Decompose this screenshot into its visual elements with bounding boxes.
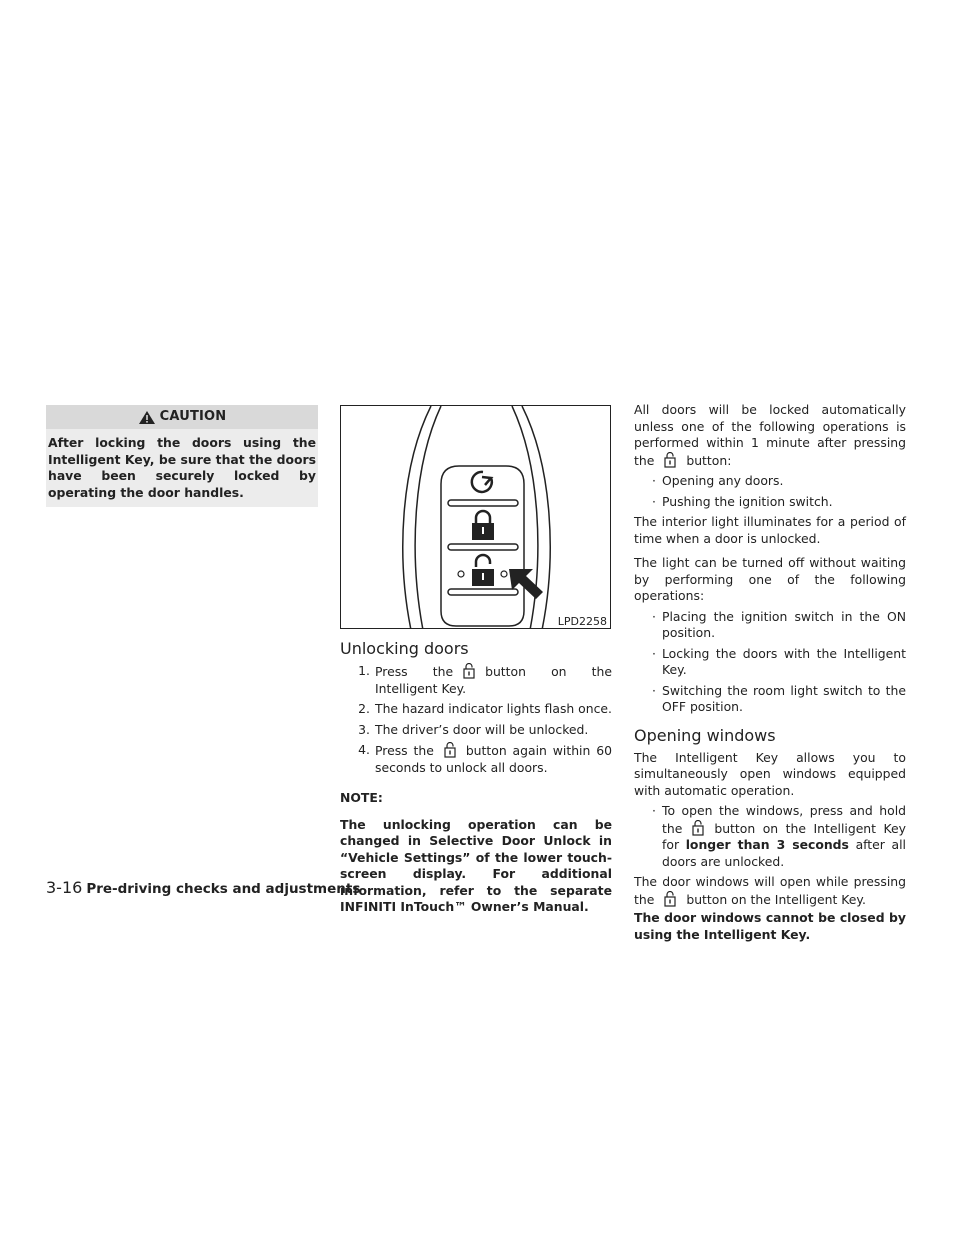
step-text: The driver’s door will be unlocked. [375, 721, 589, 737]
intelligent-key-figure [340, 405, 611, 629]
step-text-after: button on the Intelligent Key. [375, 664, 613, 696]
auto-lock-intro [634, 402, 906, 469]
column-right [634, 402, 906, 951]
step-number: 2. [358, 701, 370, 716]
unlock-button-icon [688, 820, 708, 836]
bullet: · [652, 608, 656, 624]
step-text-before: Press the [375, 664, 454, 679]
bullet: · [652, 803, 656, 818]
list-item [634, 646, 906, 679]
step-number: 3. [358, 721, 370, 737]
windows-bullet-middle: button on the Intelligent Key for [662, 820, 906, 852]
light-off-text: The light can be turned off without waiting by performing one of the following operations: [634, 555, 906, 603]
note-body: The unlocking operation can be changed in Selective Door Unlock in “Vehicle Settings” of the lower touch-screen display. For additional information, refer to the separate INFINITI InTouch™ Owner’s Manual. [340, 816, 612, 914]
list-item-text: Pushing the ignition switch. [662, 493, 833, 509]
list-item-text: Placing the ignition switch in the ON position. [662, 608, 906, 640]
list-item-text: Switching the room light switch to the OFF position. [662, 682, 906, 714]
list-item [634, 803, 906, 870]
step-text [375, 663, 612, 697]
step-text-after: button again within 60 seconds to unlock all doors. [375, 743, 612, 775]
list-item [634, 683, 906, 716]
bullet: · [652, 493, 656, 509]
step-number: 1. [358, 663, 370, 678]
unlock-button-icon [440, 742, 460, 758]
caution-box [46, 405, 318, 507]
windows-open-after: button on the Intelligent Key. [686, 891, 866, 907]
windows-bullet-start: To open the windows, press and hold the [662, 803, 906, 836]
caution-text: After locking the doors using the Intelligent Key, be sure that the doors have been securely locked by operating the door handles. [46, 429, 318, 507]
caution-header [46, 405, 318, 429]
footer-title: Pre-driving checks and adjustments [86, 881, 361, 897]
windows-bullet-end: after all doors are unlocked. [662, 837, 906, 869]
unlock-button-icon [660, 891, 680, 907]
unlock-icon [458, 555, 507, 586]
step-2 [340, 701, 612, 718]
list-item [634, 609, 906, 642]
step-text [375, 742, 612, 776]
warning-icon [138, 410, 156, 425]
column-middle [340, 405, 612, 916]
page-footer [46, 878, 360, 897]
remote-start-icon [472, 472, 492, 492]
caution-title: CAUTION [159, 408, 227, 424]
step-1 [340, 663, 612, 697]
opening-windows-heading: Opening windows [634, 725, 776, 745]
page-number: 3-16 [46, 878, 83, 897]
step-3 [340, 722, 612, 739]
bullet: · [652, 682, 656, 698]
figure-id: LPD2258 [557, 615, 607, 628]
list-item-text: Locking the doors with the Intelligent Key. [662, 645, 906, 677]
list-item-text [662, 803, 906, 870]
intelligent-key-illustration [341, 406, 611, 629]
windows-warning: The door windows cannot be closed by using the Intelligent Key. [634, 910, 906, 942]
list-item-text: Opening any doors. [662, 473, 784, 488]
unlock-button-icon [459, 663, 479, 679]
unlocking-heading: Unlocking doors [340, 639, 469, 658]
windows-intro: The Intelligent Key allows you to simultaneously open windows equipped with automatic operation. [634, 749, 906, 798]
step-text-before: Press the [375, 743, 434, 758]
lock-icon [472, 511, 494, 540]
auto-lock-intro-before: All doors will be locked automatically unless one of the following operations is performed within 1 minute after pressing the [634, 402, 906, 468]
windows-open-before: The door windows will open while pressing the [634, 874, 906, 907]
step-4 [340, 742, 612, 776]
auto-lock-intro-after: button: [686, 452, 732, 468]
list-item [634, 494, 906, 511]
windows-open-text [634, 874, 906, 908]
windows-bullet-emphasis: longer than 3 seconds [685, 837, 849, 852]
list-item [634, 473, 906, 490]
bullet: · [652, 473, 656, 488]
bullet: · [652, 645, 656, 661]
note-title: NOTE: [340, 790, 383, 805]
step-text: The hazard indicator lights flash once. [375, 701, 612, 716]
interior-light-text: The interior light illuminates for a period of time when a door is unlocked. [634, 514, 906, 546]
step-number: 4. [358, 742, 370, 757]
unlock-button-icon [660, 452, 680, 468]
